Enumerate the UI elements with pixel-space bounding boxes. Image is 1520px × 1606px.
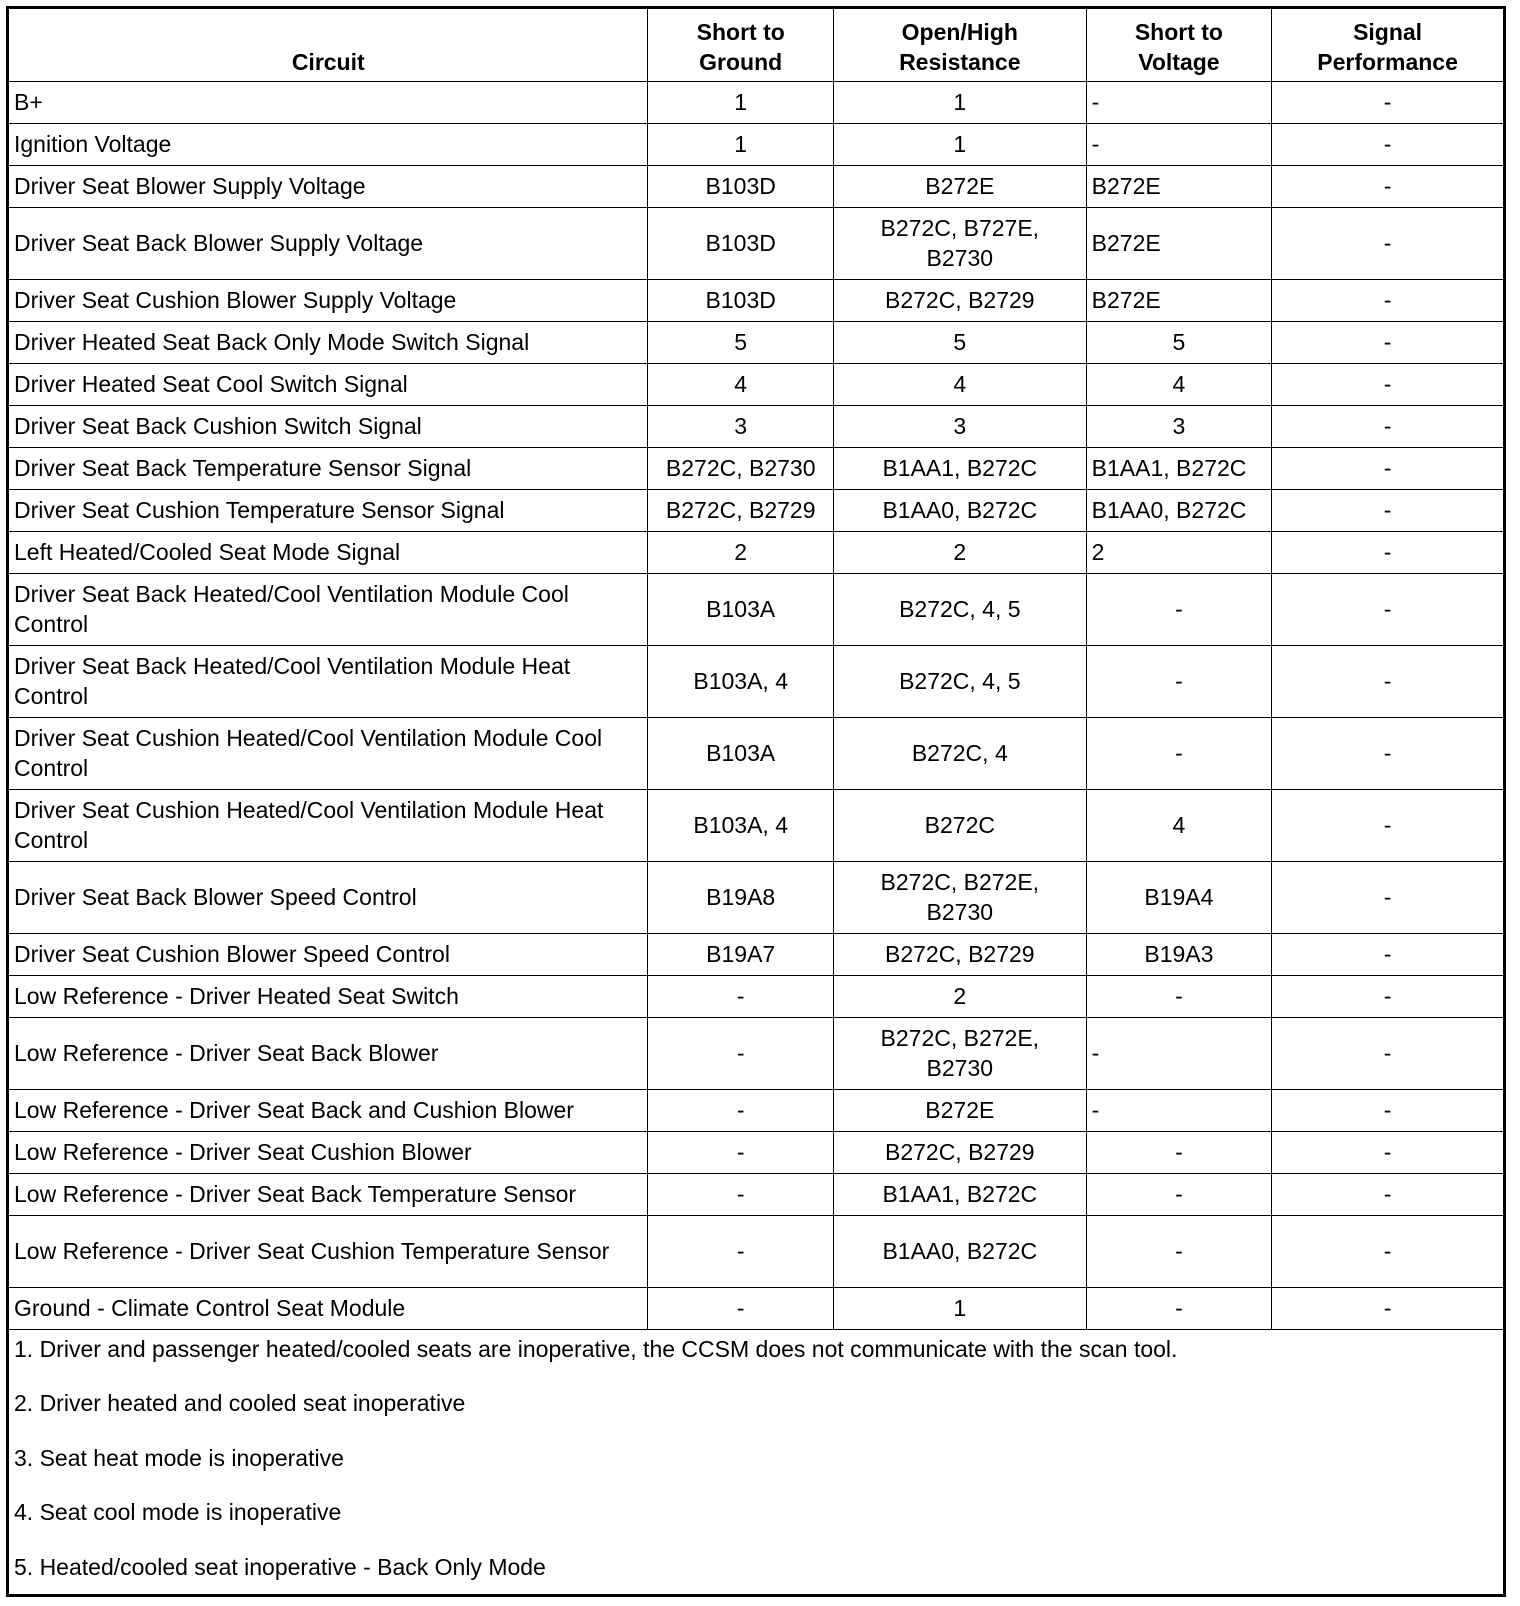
short-to-ground-cell: B103D	[648, 279, 833, 321]
open-high-resistance-cell: B1AA0, B272C	[833, 489, 1086, 531]
table-row	[9, 975, 1503, 1017]
header-circuit: Circuit	[9, 9, 648, 81]
open-high-resistance-cell: B272C, B2729	[833, 279, 1086, 321]
circuit-cell: Driver Seat Back Cushion Switch Signal	[9, 405, 648, 447]
short-to-ground-cell: B103A, 4	[648, 645, 833, 717]
short-to-voltage-cell: -	[1086, 1131, 1271, 1173]
circuit-cell: Driver Seat Back Blower Supply Voltage	[9, 207, 648, 279]
open-high-resistance-cell: B1AA0, B272C	[833, 1215, 1086, 1287]
signal-performance-cell: -	[1272, 789, 1503, 861]
open-high-resistance-cell: B272C, B2729	[833, 933, 1086, 975]
open-high-resistance-cell: B272C, 4, 5	[833, 645, 1086, 717]
circuit-cell: Driver Seat Cushion Temperature Sensor Signal	[9, 489, 648, 531]
circuit-cell: Driver Seat Back Heated/Cool Ventilation Module Heat Control	[9, 645, 648, 717]
open-high-resistance-cell: 2	[833, 531, 1086, 573]
short-to-voltage-cell: B19A4	[1086, 861, 1271, 933]
signal-performance-cell: -	[1272, 645, 1503, 717]
table-row	[9, 645, 1503, 717]
table-row	[9, 363, 1503, 405]
short-to-voltage-cell: -	[1086, 81, 1271, 123]
signal-performance-cell: -	[1272, 933, 1503, 975]
circuit-cell: Low Reference - Driver Heated Seat Switch	[9, 975, 648, 1017]
header-signal-performance: Signal Performance	[1272, 9, 1503, 81]
open-high-resistance-cell: 1	[833, 123, 1086, 165]
short-to-voltage-cell: -	[1086, 1215, 1271, 1287]
short-to-ground-cell: B272C, B2729	[648, 489, 833, 531]
table-row	[9, 1017, 1503, 1089]
circuit-cell: Low Reference - Driver Seat Back Temperature Sensor	[9, 1173, 648, 1215]
signal-performance-cell: -	[1272, 279, 1503, 321]
short-to-voltage-cell: -	[1086, 1089, 1271, 1131]
table-row	[9, 1089, 1503, 1131]
open-high-resistance-cell: B1AA1, B272C	[833, 447, 1086, 489]
open-high-resistance-cell: B272C, 4, 5	[833, 573, 1086, 645]
circuit-cell: Driver Heated Seat Back Only Mode Switch Signal	[9, 321, 648, 363]
circuit-cell: Driver Heated Seat Cool Switch Signal	[9, 363, 648, 405]
short-to-voltage-cell: 2	[1086, 531, 1271, 573]
short-to-voltage-cell: B272E	[1086, 279, 1271, 321]
signal-performance-cell: -	[1272, 81, 1503, 123]
short-to-ground-cell: 2	[648, 531, 833, 573]
signal-performance-cell: -	[1272, 1131, 1503, 1173]
short-to-ground-cell: B103A, 4	[648, 789, 833, 861]
open-high-resistance-cell: B272C, B2729	[833, 1131, 1086, 1173]
signal-performance-cell: -	[1272, 975, 1503, 1017]
short-to-voltage-cell: B272E	[1086, 207, 1271, 279]
short-to-voltage-cell: -	[1086, 717, 1271, 789]
short-to-voltage-cell: 5	[1086, 321, 1271, 363]
signal-performance-cell: -	[1272, 861, 1503, 933]
table-row	[9, 1215, 1503, 1287]
circuit-cell: Ground - Climate Control Seat Module	[9, 1287, 648, 1329]
short-to-voltage-cell: 3	[1086, 405, 1271, 447]
open-high-resistance-cell: B1AA1, B272C	[833, 1173, 1086, 1215]
table-row	[9, 861, 1503, 933]
signal-performance-cell: -	[1272, 1017, 1503, 1089]
short-to-voltage-cell: -	[1086, 123, 1271, 165]
diagnostic-table	[9, 9, 1503, 1330]
table-row	[9, 81, 1503, 123]
table-row	[9, 321, 1503, 363]
circuit-cell: Ignition Voltage	[9, 123, 648, 165]
footnote-item: 5. Heated/cooled seat inoperative - Back Only Mode	[14, 1552, 1498, 1606]
signal-performance-cell: -	[1272, 573, 1503, 645]
short-to-ground-cell: B103D	[648, 165, 833, 207]
open-high-resistance-cell: B272E	[833, 165, 1086, 207]
open-high-resistance-cell: 3	[833, 405, 1086, 447]
footnote-item: 2. Driver heated and cooled seat inoperative	[14, 1388, 1498, 1443]
short-to-voltage-cell: 4	[1086, 363, 1271, 405]
short-to-voltage-cell: -	[1086, 573, 1271, 645]
circuit-cell: Low Reference - Driver Seat Cushion Temperature Sensor	[9, 1215, 648, 1287]
short-to-voltage-cell: -	[1086, 1017, 1271, 1089]
circuit-fault-table	[6, 6, 1506, 1597]
short-to-ground-cell: -	[648, 975, 833, 1017]
signal-performance-cell: -	[1272, 1173, 1503, 1215]
signal-performance-cell: -	[1272, 447, 1503, 489]
signal-performance-cell: -	[1272, 363, 1503, 405]
short-to-ground-cell: -	[648, 1215, 833, 1287]
table-row	[9, 123, 1503, 165]
open-high-resistance-cell: 5	[833, 321, 1086, 363]
table-row	[9, 1287, 1503, 1329]
signal-performance-cell: -	[1272, 165, 1503, 207]
circuit-cell: Driver Seat Cushion Blower Speed Control	[9, 933, 648, 975]
short-to-voltage-cell: 4	[1086, 789, 1271, 861]
table-row	[9, 789, 1503, 861]
circuit-cell: Driver Seat Cushion Heated/Cool Ventilation Module Cool Control	[9, 717, 648, 789]
table-row	[9, 165, 1503, 207]
open-high-resistance-cell: B272C, B272E, B2730	[833, 1017, 1086, 1089]
short-to-ground-cell: B103A	[648, 717, 833, 789]
header-row	[9, 9, 1503, 81]
table-row	[9, 489, 1503, 531]
short-to-ground-cell: B272C, B2730	[648, 447, 833, 489]
signal-performance-cell: -	[1272, 123, 1503, 165]
signal-performance-cell: -	[1272, 1089, 1503, 1131]
open-high-resistance-cell: B272C, 4	[833, 717, 1086, 789]
short-to-voltage-cell: -	[1086, 1287, 1271, 1329]
footnote-item: 1. Driver and passenger heated/cooled seats are inoperative, the CCSM does not communicate with the scan tool.	[14, 1334, 1498, 1389]
signal-performance-cell: -	[1272, 321, 1503, 363]
header-short-to-ground: Short to Ground	[648, 9, 833, 81]
open-high-resistance-cell: 4	[833, 363, 1086, 405]
circuit-cell: Low Reference - Driver Seat Cushion Blower	[9, 1131, 648, 1173]
short-to-voltage-cell: B1AA0, B272C	[1086, 489, 1271, 531]
open-high-resistance-cell: B272C, B727E, B2730	[833, 207, 1086, 279]
table-row	[9, 207, 1503, 279]
open-high-resistance-cell: 1	[833, 1287, 1086, 1329]
signal-performance-cell: -	[1272, 717, 1503, 789]
circuit-cell: Left Heated/Cooled Seat Mode Signal	[9, 531, 648, 573]
short-to-voltage-cell: B19A3	[1086, 933, 1271, 975]
open-high-resistance-cell: B272C	[833, 789, 1086, 861]
signal-performance-cell: -	[1272, 1215, 1503, 1287]
short-to-voltage-cell: -	[1086, 975, 1271, 1017]
circuit-cell: Low Reference - Driver Seat Back and Cushion Blower	[9, 1089, 648, 1131]
short-to-ground-cell: 4	[648, 363, 833, 405]
signal-performance-cell: -	[1272, 207, 1503, 279]
table-row	[9, 1131, 1503, 1173]
header-short-to-voltage: Short to Voltage	[1086, 9, 1271, 81]
signal-performance-cell: -	[1272, 531, 1503, 573]
header-open-high-resistance: Open/High Resistance	[833, 9, 1086, 81]
short-to-ground-cell: -	[648, 1131, 833, 1173]
signal-performance-cell: -	[1272, 489, 1503, 531]
table-row	[9, 717, 1503, 789]
short-to-voltage-cell: -	[1086, 645, 1271, 717]
short-to-ground-cell: B19A8	[648, 861, 833, 933]
short-to-ground-cell: -	[648, 1089, 833, 1131]
signal-performance-cell: -	[1272, 405, 1503, 447]
short-to-ground-cell: -	[648, 1017, 833, 1089]
table-row	[9, 1173, 1503, 1215]
signal-performance-cell: -	[1272, 1287, 1503, 1329]
short-to-ground-cell: B103D	[648, 207, 833, 279]
circuit-cell: Low Reference - Driver Seat Back Blower	[9, 1017, 648, 1089]
short-to-ground-cell: B19A7	[648, 933, 833, 975]
circuit-cell: Driver Seat Blower Supply Voltage	[9, 165, 648, 207]
table-row	[9, 447, 1503, 489]
table-row	[9, 531, 1503, 573]
footnote-item: 4. Seat cool mode is inoperative	[14, 1497, 1498, 1552]
short-to-ground-cell: B103A	[648, 573, 833, 645]
short-to-ground-cell: -	[648, 1287, 833, 1329]
circuit-cell: Driver Seat Cushion Blower Supply Voltage	[9, 279, 648, 321]
table-row	[9, 573, 1503, 645]
open-high-resistance-cell: B272E	[833, 1089, 1086, 1131]
table-row	[9, 933, 1503, 975]
circuit-cell: Driver Seat Cushion Heated/Cool Ventilation Module Heat Control	[9, 789, 648, 861]
circuit-cell: Driver Seat Back Blower Speed Control	[9, 861, 648, 933]
footnotes	[9, 1330, 1503, 1606]
table-row	[9, 405, 1503, 447]
open-high-resistance-cell: 2	[833, 975, 1086, 1017]
open-high-resistance-cell: B272C, B272E, B2730	[833, 861, 1086, 933]
short-to-voltage-cell: -	[1086, 1173, 1271, 1215]
short-to-ground-cell: 1	[648, 123, 833, 165]
short-to-voltage-cell: B1AA1, B272C	[1086, 447, 1271, 489]
table-row	[9, 279, 1503, 321]
circuit-cell: Driver Seat Back Temperature Sensor Signal	[9, 447, 648, 489]
short-to-ground-cell: -	[648, 1173, 833, 1215]
circuit-cell: B+	[9, 81, 648, 123]
short-to-voltage-cell: B272E	[1086, 165, 1271, 207]
short-to-ground-cell: 3	[648, 405, 833, 447]
circuit-cell: Driver Seat Back Heated/Cool Ventilation Module Cool Control	[9, 573, 648, 645]
short-to-ground-cell: 5	[648, 321, 833, 363]
short-to-ground-cell: 1	[648, 81, 833, 123]
open-high-resistance-cell: 1	[833, 81, 1086, 123]
footnote-item: 3. Seat heat mode is inoperative	[14, 1443, 1498, 1498]
